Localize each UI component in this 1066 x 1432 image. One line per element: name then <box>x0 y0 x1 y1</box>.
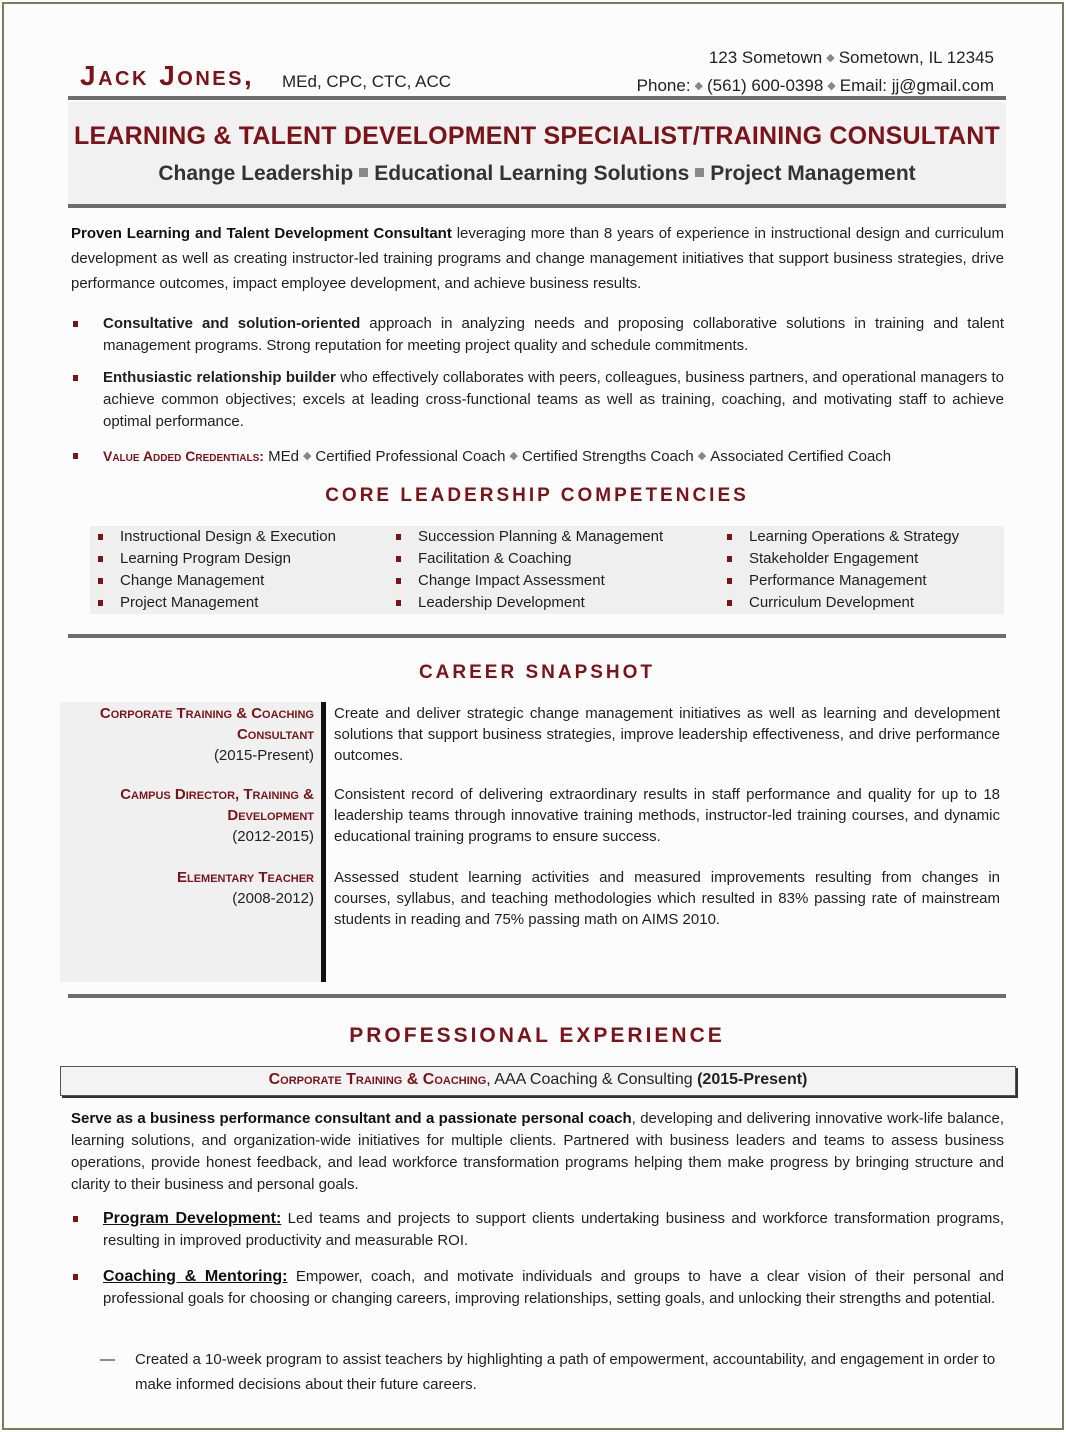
snapshot-role <box>64 703 314 766</box>
bullet-icon <box>73 321 78 327</box>
job-sub-bullet <box>100 1347 1004 1397</box>
bullet-icon <box>727 578 732 584</box>
summary-paragraph <box>71 221 1004 296</box>
square-separator-icon <box>695 168 704 177</box>
experience-title: PROFESSIONAL EXPERIENCE <box>349 1024 725 1047</box>
focus-areas <box>68 162 1006 186</box>
street: 123 Sometown <box>708 48 823 67</box>
job-intro-text: , developing and delivering innovative work-life balance, learning solutions, and organization-wide initiatives for multiple clients. Partnered with business leaders and teams to assess business operations, provide honest feedback, and lead workforce transformation programs helping them make progress by bringing structure and clarity to their business and personal goals. <box>71 1110 1005 1193</box>
role-dates: (2012-2015) <box>232 828 314 845</box>
competency-label: Change Management <box>120 572 265 589</box>
competency-item <box>388 526 663 548</box>
city: Sometown, IL 12345 <box>838 48 994 67</box>
first-name: Jack <box>80 60 149 91</box>
competencies-column <box>719 526 959 614</box>
competencies-title: CORE LEADERSHIP COMPETENCIES <box>325 485 749 506</box>
bullet-text: approach in analyzing needs and proposing collaborative solutions in training and talent management programs. Strong reputation for meeting project quality and schedule commitments. <box>103 315 1004 354</box>
resume-page <box>2 2 1064 1430</box>
competency-item <box>90 526 336 548</box>
candidate-name <box>80 60 254 92</box>
address-line <box>637 44 994 72</box>
bullet-icon <box>73 453 78 459</box>
diamond-separator-icon: ◆ <box>302 450 312 462</box>
competency-item <box>90 570 336 592</box>
headline-title: LEARNING & TALENT DEVELOPMENT SPECIALIST/TRAINING CONSULTANT <box>74 122 1000 150</box>
role-title: Development <box>227 807 314 824</box>
bullet-icon <box>727 600 732 606</box>
header-divider <box>68 96 1006 100</box>
competency-item <box>719 548 959 570</box>
credentials-label: Value Added Credentials: <box>103 448 264 464</box>
job-header <box>60 1071 1016 1089</box>
competency-label: Performance Management <box>749 572 927 589</box>
competency-label: Learning Program Design <box>120 550 291 567</box>
bullet-label: Program Development: <box>103 1210 282 1227</box>
bullet-icon <box>98 556 103 562</box>
competency-label: Project Management <box>120 594 259 611</box>
candidate-credentials: MEd, CPC, CTC, ACC <box>282 72 452 91</box>
job-role: Corporate Training & Coaching <box>268 1071 487 1088</box>
last-name: Jones, <box>159 60 255 91</box>
competency-item <box>388 570 663 592</box>
snapshot-divider <box>68 994 1006 998</box>
bullet-icon <box>73 1274 78 1280</box>
bullet-icon <box>396 600 401 606</box>
competency-label: Curriculum Development <box>749 594 915 611</box>
email-address: jj@gmail.com <box>891 76 994 95</box>
competencies-column <box>90 526 336 614</box>
credential-item: Certified Professional Coach <box>315 448 506 465</box>
snapshot-description: Assessed student learning activities and measured improvements resulting from changes in courses, syllabus, and teaching methodologies which resulted in 83% passing rate of mainstream students in reading and 75% passing math on AIMS 2010. <box>334 869 1000 928</box>
summary-text: leveraging more than 8 years of experience in instructional design and curriculum development as well as creating instructor-led training programs and change management initiatives that support business strategies, drive performance outcomes, impact employee development, and achieve business results. <box>71 225 1004 292</box>
job-bullet <box>71 1208 1004 1252</box>
bullet-icon <box>73 1216 78 1222</box>
bullet-icon <box>396 534 401 540</box>
competency-item <box>719 592 959 614</box>
snapshot-role <box>64 867 314 909</box>
competency-item <box>388 548 663 570</box>
bullet-text: Empower, coach, and motivate individuals and groups to have a clear vision of their personal and professional goals for choosing or changing careers, improving relationships, setting goals, and unlocking their strengths and potential. <box>103 1268 1005 1307</box>
diamond-separator-icon: ◆ <box>509 450 518 462</box>
competencies-divider <box>68 634 1006 638</box>
role-title: Campus Director, Training & <box>120 786 314 803</box>
credential-item: MEd <box>268 448 299 465</box>
job-company: , AAA Coaching & Consulting <box>486 1071 698 1088</box>
competency-item <box>388 592 663 614</box>
competency-item <box>90 548 336 570</box>
role-title: Corporate Training & Coaching <box>99 705 314 722</box>
snapshot-role <box>64 784 314 847</box>
diamond-separator-icon: ◆ <box>697 450 707 462</box>
bullet-icon <box>98 534 103 540</box>
snapshot-vertical-bar <box>321 702 326 982</box>
job-dates: (2015-Present) <box>697 1071 808 1088</box>
phone-label: Phone: <box>636 76 691 95</box>
competency-label: Stakeholder Engagement <box>749 550 919 567</box>
diamond-separator-icon: ◆ <box>826 52 835 64</box>
competency-label: Learning Operations & Strategy <box>749 528 960 545</box>
bullet-icon <box>727 534 732 540</box>
headline-divider <box>68 204 1006 208</box>
role-dates: (2008-2012) <box>232 890 314 907</box>
competency-item <box>719 570 959 592</box>
competency-label: Facilitation & Coaching <box>418 550 572 567</box>
snapshot-description: Create and deliver strategic change management initiatives as well as learning and development solutions that support business strategies, improve leadership effectiveness, and drive performance outcomes. <box>334 705 1000 764</box>
competencies-column <box>388 526 663 614</box>
dash-icon: — <box>100 1351 115 1368</box>
focus-area: Change Leadership <box>158 162 354 185</box>
role-title: Consultant <box>236 726 314 743</box>
summary-bullet <box>71 313 1004 357</box>
role-title: Elementary Teacher <box>176 869 314 886</box>
contact-block <box>637 44 994 100</box>
summary-bullet <box>71 367 1004 433</box>
bullet-icon <box>98 578 103 584</box>
bullet-icon <box>98 600 103 606</box>
competency-item <box>719 526 959 548</box>
square-separator-icon <box>359 168 368 177</box>
bullet-icon <box>396 556 401 562</box>
focus-area: Project Management <box>710 162 916 185</box>
competency-label: Instructional Design & Execution <box>120 528 336 545</box>
sub-bullet-text: Created a 10-week program to assist teachers by highlighting a path of empowerment, accountability, and engagement in order to make informed decisions about their future careers. <box>135 1351 996 1393</box>
summary-lead: Proven Learning and Talent Development Consultant <box>71 225 452 242</box>
competency-label: Change Impact Assessment <box>418 572 605 589</box>
bullet-icon <box>73 375 78 381</box>
email-label: Email: <box>839 76 887 95</box>
credentials-bullet <box>71 445 1004 468</box>
bullet-label: Coaching & Mentoring: <box>103 1268 288 1285</box>
credential-item: Certified Strengths Coach <box>521 448 694 465</box>
competency-label: Succession Planning & Management <box>418 528 664 545</box>
diamond-separator-icon: ◆ <box>694 80 704 92</box>
job-intro <box>71 1108 1004 1196</box>
snapshot-description: Consistent record of delivering extraordinary results in staff performance and quality for up to 18 leadership teams through innovative training methods, instructor-led training courses, and dynamic educational training programs to ensure success. <box>334 786 1000 845</box>
role-dates: (2015-Present) <box>213 747 314 764</box>
job-bullet <box>71 1266 1004 1310</box>
bullet-lead: Enthusiastic relationship builder <box>103 369 336 386</box>
bullet-text: who effectively collaborates with peers, colleagues, business partners, and operational managers to achieve common objectives; excels at leading cross-functional teams as well as training, coaching, and motivating staff to achieve optimal performance. <box>103 369 1004 430</box>
snapshot-title: CAREER SNAPSHOT <box>418 662 656 683</box>
bullet-text: Led teams and projects to support clients undertaking business and workforce transformation programs, resulting in improved productivity and measurable ROI. <box>103 1210 1004 1249</box>
headline-panel <box>68 102 1006 206</box>
job-intro-lead: Serve as a business performance consultant and a passionate personal coach <box>71 1110 632 1127</box>
competency-item <box>90 592 336 614</box>
credential-item: Associated Certified Coach <box>710 448 892 465</box>
bullet-icon <box>727 556 732 562</box>
competency-label: Leadership Development <box>418 594 585 611</box>
focus-area: Educational Learning Solutions <box>374 162 690 185</box>
bullet-icon <box>396 578 401 584</box>
diamond-separator-icon: ◆ <box>827 80 836 92</box>
bullet-lead: Consultative and solution-oriented <box>103 315 361 332</box>
phone-number: (561) 600-0398 <box>707 76 824 95</box>
